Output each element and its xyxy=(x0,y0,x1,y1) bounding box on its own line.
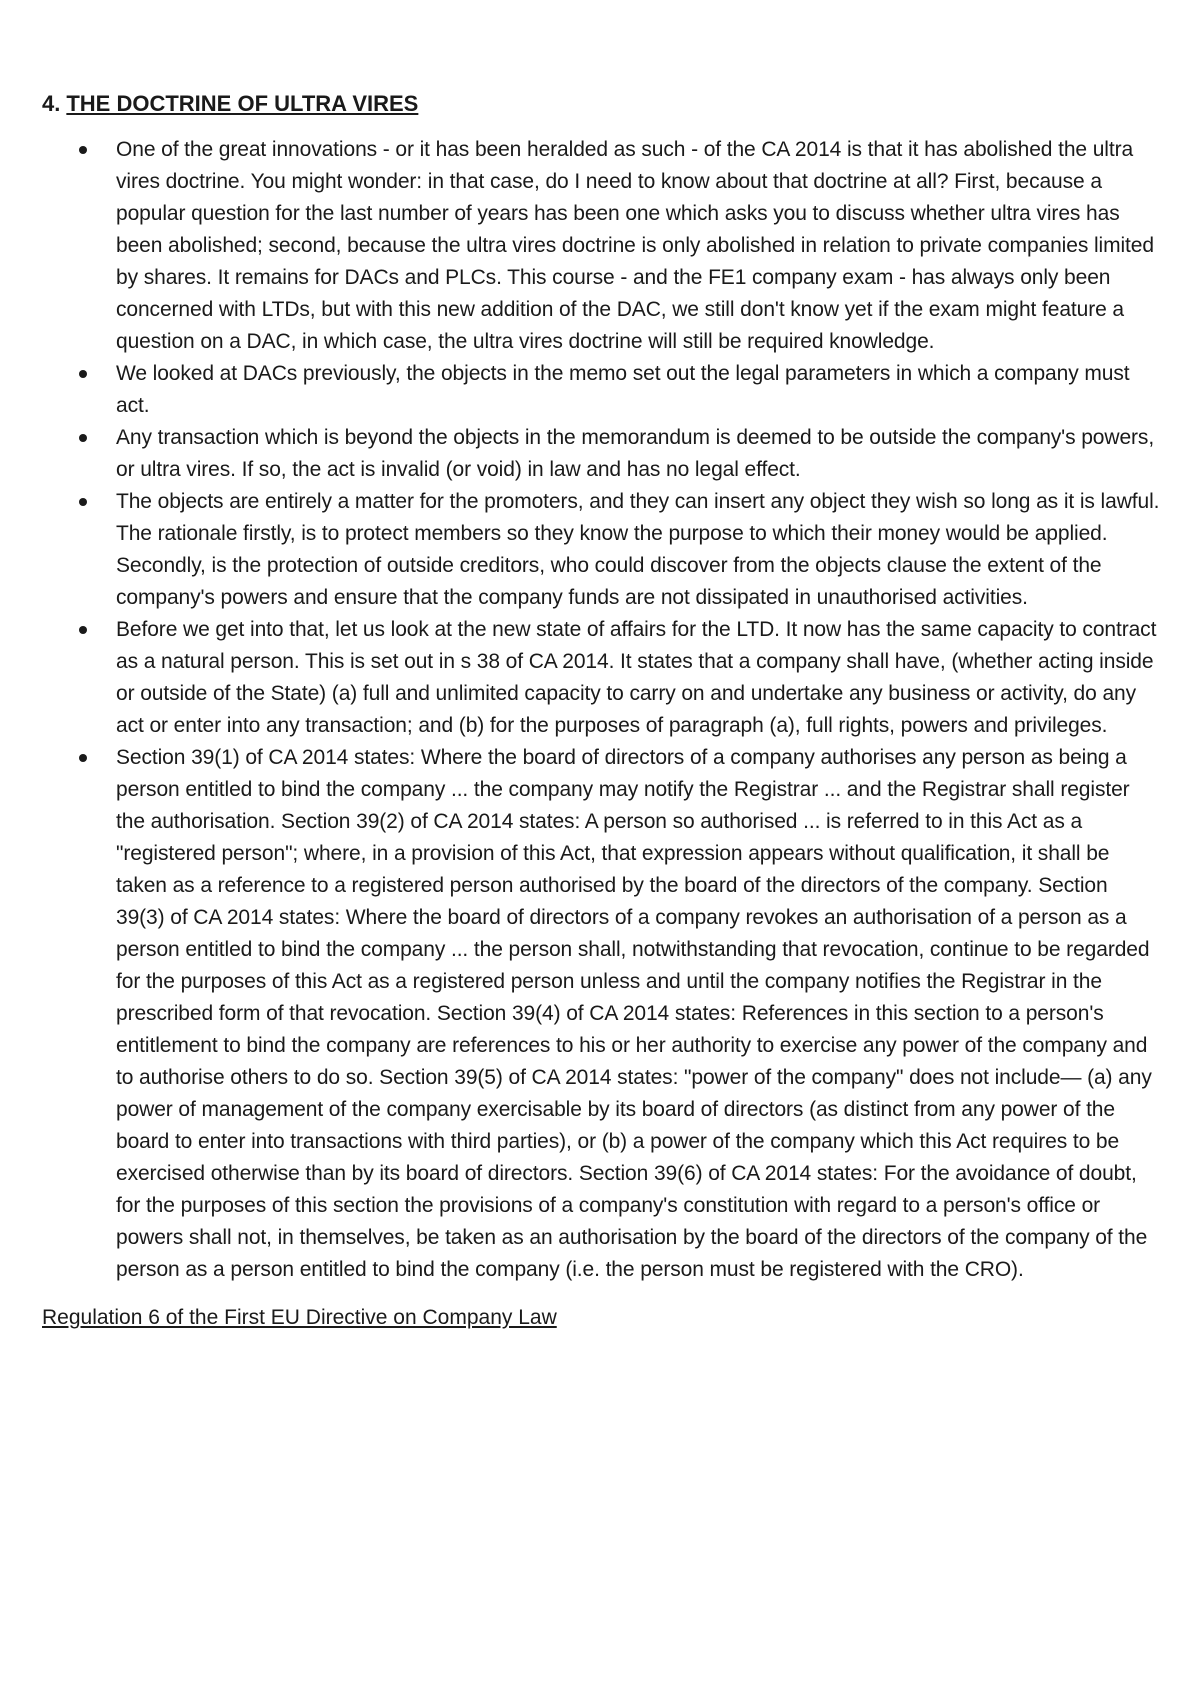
bullet-dot-icon xyxy=(79,146,87,154)
subheading-regulation-6: Regulation 6 of the First EU Directive on Company Law xyxy=(42,1306,557,1329)
bullet-dot-icon xyxy=(79,754,87,762)
bullet-item-promoters-objects xyxy=(42,486,1160,614)
bullet-text: We looked at DACs previously, the objects in the memo set out the legal parameters in which a company must act. xyxy=(116,362,1130,417)
bullet-text: The objects are entirely a matter for the promoters, and they can insert any object they wish so long as it is lawful. The rationale firstly, is to protect members so they know the purpose to which their money would be applied. Secondly, is the protection of outside creditors, who could discover from the objects clause the extent of the company's powers and ensure that the company funds are not dissipated in unauthorised activities. xyxy=(116,490,1160,609)
bullet-text: Section 39(1) of CA 2014 states: Where the board of directors of a company authorises any person as being a person entitled to bind the company ... the company may notify the Registrar ... and the Registrar shall register the authorisation. Section 39(2) of CA 2014 states: A person so authorised ... is referred to in this Act as a "registered person"; where, in a provision of this Act, that expression appears without qualification, it shall be taken as a reference to a registered person authorised by the board of the directors of the company. Section 39(3) of CA 2014 states: Where the board of directors of a company revokes an authorisation of a person as a person entitled to bind the company ... the person shall, notwithstanding that revocation, continue to be regarded for the purposes of this Act as a registered person unless and until the company notifies the Registrar in the prescribed form of that revocation. Section 39(4) of CA 2014 states: References in this section to a person's entitlement to bind the company are references to his or her authority to exercise any power of the company and to authorise others to do so. Section 39(5) of CA 2014 states: "power of the company" does not include— (a) any power of management of the company exercisable by its board of directors (as distinct from any power of the board to enter into transactions with third parties), or (b) a power of the company which this Act requires to be exercised otherwise than by its board of directors. Section 39(6) of CA 2014 states: For the avoidance of doubt, for the purposes of this section the provisions of a company's constitution with regard to a person's office or powers shall not, in themselves, be taken as an authorisation by the board of the directors of the company of the person as a person entitled to bind the company (i.e. the person must be registered with the CRO). xyxy=(116,746,1152,1281)
section-number: 4. xyxy=(42,91,61,116)
bullet-dot-icon xyxy=(79,434,87,442)
section-title: THE DOCTRINE OF ULTRA VIRES xyxy=(66,91,419,116)
bullet-list xyxy=(42,134,1160,1286)
bullet-item-transaction-beyond-objects xyxy=(42,422,1160,486)
bullet-dot-icon xyxy=(79,498,87,506)
bullet-item-section-39 xyxy=(42,742,1160,1286)
bullet-text: Any transaction which is beyond the objects in the memorandum is deemed to be outside the company's powers, or ultra vires. If so, the act is invalid (or void) in law and has no legal effect. xyxy=(116,426,1155,481)
bullet-dot-icon xyxy=(79,370,87,378)
section-heading xyxy=(42,88,1160,120)
bullet-item-ultra-vires-abolished xyxy=(42,134,1160,358)
bullet-item-ltd-capacity xyxy=(42,614,1160,742)
bullet-item-dac-objects xyxy=(42,358,1160,422)
bullet-text: One of the great innovations - or it has been heralded as such - of the CA 2014 is that it has abolished the ultra vires doctrine. You might wonder: in that case, do I need to know about that doctrine at all? First, because a popular question for the last number of years has been one which asks you to discuss whether ultra vires has been abolished; second, because the ultra vires doctrine is only abolished in relation to private companies limited by shares. It remains for DACs and PLCs. This course - and the FE1 company exam - has always only been concerned with LTDs, but with this new addition of the DAC, we still don't know yet if the exam might feature a question on a DAC, in which case, the ultra vires doctrine will still be required knowledge. xyxy=(116,138,1154,353)
bullet-text: Before we get into that, let us look at the new state of affairs for the LTD. It now has the same capacity to contract as a natural person. This is set out in s 38 of CA 2014. It states that a company shall have, (whether acting inside or outside of the State) (a) full and unlimited capacity to carry on and undertake any business or activity, do any act or enter into any transaction; and (b) for the purposes of paragraph (a), full rights, powers and privileges. xyxy=(116,618,1157,737)
bullet-dot-icon xyxy=(79,626,87,634)
